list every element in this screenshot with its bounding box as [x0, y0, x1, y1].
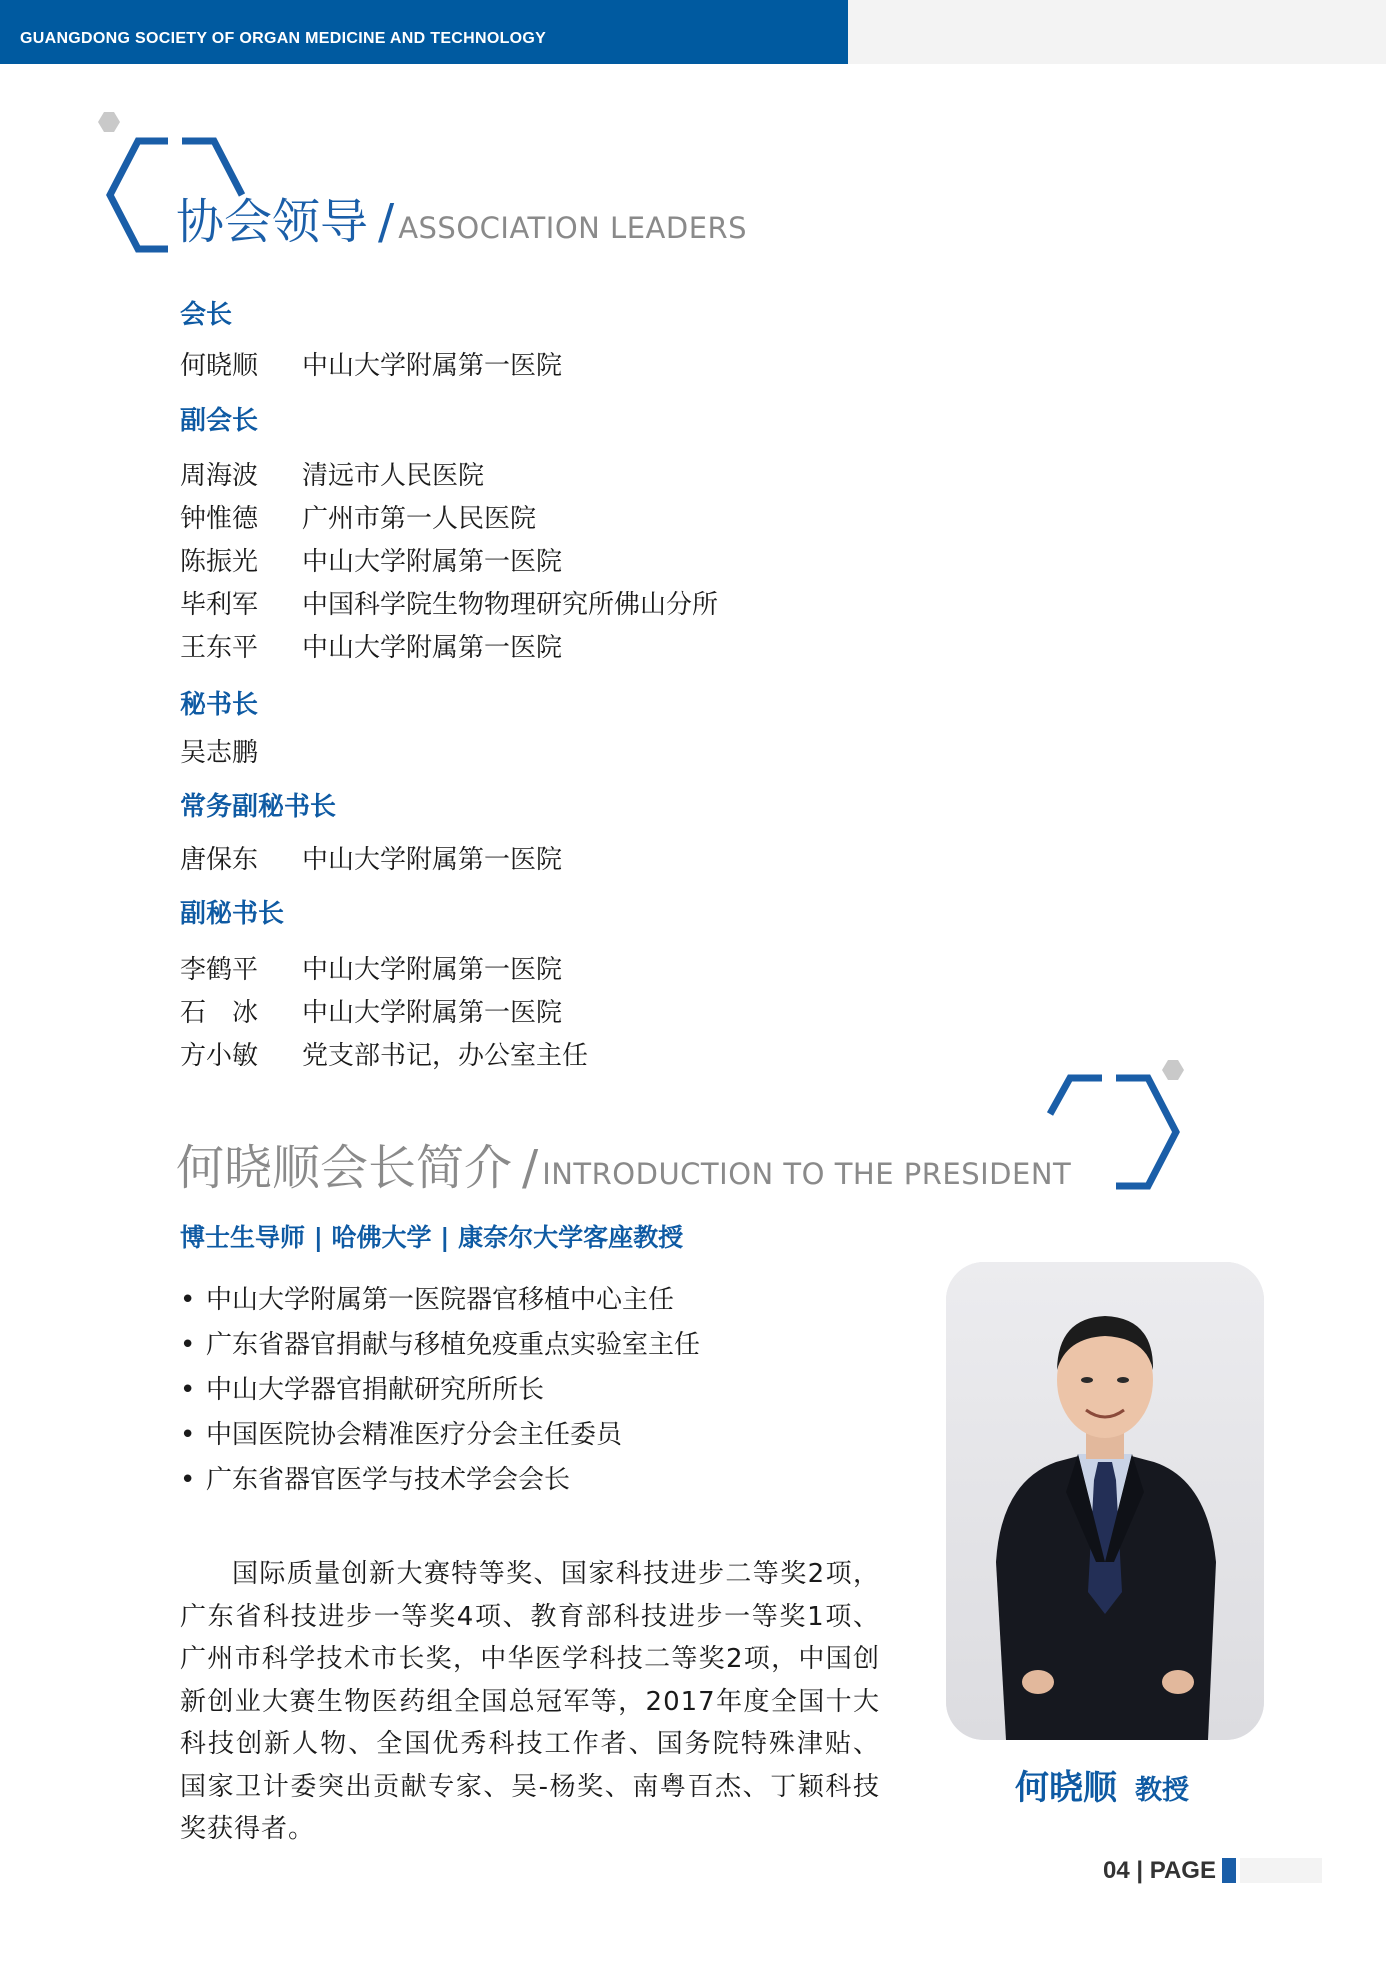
- leaders-title-cn: 协会领导: [176, 194, 369, 250]
- bullet-glyph: •: [180, 1465, 196, 1495]
- leader-org: 中山大学附属第一医院: [302, 351, 563, 381]
- bullet-text: 中山大学附属第一医院器官移植中心主任: [206, 1285, 675, 1315]
- caption-name: 何晓顺: [1015, 1768, 1117, 1808]
- leader-row: [180, 992, 562, 1029]
- leader-org: 中山大学附属第一医院: [302, 633, 563, 663]
- leader-org: 中山大学附属第一医院: [302, 845, 563, 875]
- leader-row: [180, 949, 562, 986]
- leader-row: [180, 1035, 588, 1072]
- leader-org: 广州市第一人民医院: [302, 504, 537, 534]
- leader-row: [180, 498, 536, 535]
- leader-name: 石 冰: [180, 998, 259, 1028]
- leader-name: 王东平: [180, 633, 259, 663]
- leader-row: [180, 584, 718, 621]
- leader-row: [180, 541, 562, 578]
- leader-name: 钟惟德: [180, 504, 259, 534]
- leader-name: 李鹤平: [180, 955, 259, 985]
- leader-name: 何晓顺: [180, 351, 259, 381]
- role-label-vice-president: 副会长: [180, 406, 259, 436]
- president-title-en: INTRODUCTION TO THE PRESIDENT: [542, 1157, 1072, 1191]
- role-label-secretary-general: 秘书长: [180, 690, 259, 720]
- bullet-glyph: •: [180, 1330, 196, 1360]
- leader-name: 方小敏: [180, 1041, 259, 1071]
- header-band: [0, 0, 848, 64]
- leader-org: 中山大学附属第一医院: [302, 547, 563, 577]
- bullet-item: [180, 1278, 700, 1323]
- leader-org: 中山大学附属第一医院: [302, 998, 563, 1028]
- page-accent-mark: [1222, 1858, 1236, 1883]
- org-name: GUANGDONG SOCIETY OF ORGAN MEDICINE AND TECHNOLOGY: [20, 30, 547, 47]
- portrait-illustration: [946, 1262, 1264, 1740]
- leader-row: [180, 627, 562, 664]
- leader-row: [180, 455, 484, 492]
- bullet-item: [180, 1413, 700, 1458]
- title-slash: /: [378, 194, 395, 250]
- bullet-item: [180, 1458, 700, 1503]
- leader-org: 党支部书记，办公室主任: [302, 1041, 589, 1071]
- president-title-cn: 何晓顺会长简介: [176, 1140, 513, 1196]
- bullet-glyph: •: [180, 1375, 196, 1405]
- caption-title: 教授: [1135, 1775, 1189, 1806]
- bullet-text: 中山大学器官捐献研究所所长: [206, 1375, 545, 1405]
- leader-org: 清远市人民医院: [302, 461, 485, 491]
- leader-name: 毕利军: [180, 590, 259, 620]
- role-label-president: 会长: [180, 300, 233, 330]
- bullet-item: [180, 1323, 700, 1368]
- president-portrait: [946, 1262, 1264, 1740]
- portrait-caption: [1015, 1760, 1189, 1809]
- bullet-text: 广东省器官医学与技术学会会长: [206, 1465, 571, 1495]
- leader-name: 唐保东: [180, 845, 259, 875]
- leader-row: [180, 732, 302, 769]
- leader-name: 吴志鹏: [180, 738, 259, 768]
- president-bullet-list: [180, 1278, 700, 1503]
- leader-org: 中国科学院生物物理研究所佛山分所: [302, 590, 719, 620]
- bullet-text: 广东省器官捐献与移植免疫重点实验室主任: [206, 1330, 701, 1360]
- leader-row: [180, 839, 562, 876]
- leader-name: 陈振光: [180, 547, 259, 577]
- bullet-glyph: •: [180, 1420, 196, 1450]
- header-gray-bar: [848, 0, 1386, 64]
- leader-name: 周海波: [180, 461, 259, 491]
- president-bio: 国际质量创新大赛特等奖、国家科技进步二等奖2项，广东省科技进步一等奖4项、教育部科技进步一等奖1项、广州市科学技术市长奖，中华医学科技二等奖2项，中国创新创业大赛生物医药组全国总冠军等，2017年度全国十大科技创新人物、全国优秀科技工作者、国务院特殊津贴、国家卫计委突出贡献专家、吴-杨奖、南粤百杰、丁颖科技奖获得者。: [180, 1559, 880, 1844]
- page-number: 04 | PAGE: [1103, 1857, 1216, 1884]
- leader-org: 中山大学附属第一医院: [302, 955, 563, 985]
- leaders-title-en: ASSOCIATION LEADERS: [398, 211, 748, 245]
- page-gray-bar: [1240, 1858, 1322, 1883]
- president-tagline: 博士生导师 | 哈佛大学 | 康奈尔大学客座教授: [180, 1223, 684, 1252]
- role-label-deputy-secretary: 副秘书长: [180, 899, 285, 929]
- president-section-title: [176, 1129, 1071, 1198]
- bullet-text: 中国医院协会精准医疗分会主任委员: [206, 1420, 623, 1450]
- title-slash: /: [522, 1140, 539, 1196]
- role-label-exec-deputy: 常务副秘书长: [180, 792, 337, 822]
- leader-row: [180, 345, 562, 382]
- bullet-item: [180, 1368, 700, 1413]
- leaders-section-title: [176, 183, 747, 252]
- bullet-glyph: •: [180, 1285, 196, 1315]
